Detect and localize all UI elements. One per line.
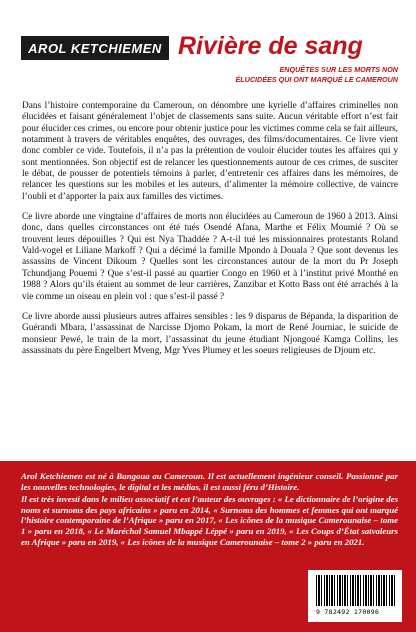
- isbn-barcode: [308, 570, 402, 622]
- summary-paragraph-3: Ce livre aborde aussi plusieurs autres affaires sensibles : les 9 disparus de Bépanda, la disparition de Guérandi Mbara, l’assassinat de Narcisse Djomo Pokam, la mort de René Journiac, le suicide de monsieur Pewé, le train de la mort, l’assassinat du jeune étudiant Njongoué Kamga Collins, les assassinats du père Engelbert Mveng, Mgr Yves Plumey et les soeurs religieuses de Djoum etc.: [22, 311, 398, 356]
- summary-paragraph-1: Dans l’histoire contemporaine du Cameroun, on dénombre une kyrielle d’affaires criminelles non élucidées et faisant généralement l’objet de classements sans suite. Aucun véritable effort n’est fait pour élucider ces crimes, ou encore pour obtenir justice pour les victimes comme cela se fait ailleurs, notamment à travers de véritables enquêtes, des ouvrages, des films/documentaires. Ce livre vient donc combler ce vide. Toutefois, il n’a pas la prétention de vouloir élucider toutes les affaires qui y sont mentionnées. Son objectif est de relancer les questionnements autour de ces crimes, de susciter le débat, de pousser de potentiels témoins à parler, d’entretenir ces affaires dans les mémoires, de relancer les questions sur les mobiles et les auteurs, d’alimenter la mémoire collective, de vaincre l’oubli et d’apporter la paix aux familles des victimes.: [22, 101, 398, 202]
- barcode-bars: [316, 575, 396, 606]
- author-name: AROL KETCHIEMEN: [28, 40, 162, 56]
- summary-paragraph-2: Ce livre aborde une vingtaine d’affaires de morts non élucidées au Cameroun de 1960 à 2013. Ainsi donc, dans quelles circonstances ont été tués Osendé Afana, Marthe et Félix Moumié ? Où se trouvent leurs dépouilles ? Qui est Nya Thaddée ? A-t-il tué les missionnaires protestants Roland Vald-vogel et Liliane Markoff ? Qui a décimé la famille Mpondo à Douala ? Que sont devenus les assassins de Vincent Dikoum ? Quelles sont les circonstances autour de la mort du Pr Joseph Tchundjang Pouemi ? Que s’est-il passé au quartier Congo en 1960 et à l’institut privé Monthé en 1988 ? Alors qu’ils étaient au sommet de leur carrières, Zanzibar et Kotto Bass ont été arrachés à la vie comme un oiseau en plein vol : que s’est-il passé ?: [22, 212, 398, 302]
- author-name-box: [21, 36, 169, 60]
- subtitle-line-2: ÉLUCIDÉES QUI ONT MARQUÉ LE CAMEROUN: [235, 75, 398, 84]
- back-cover-summary: [22, 101, 398, 366]
- bio-paragraph-2: Il est très investi dans le milieu associatif et est l’auteur des ouvrages : « Le dictionnaire de l’origine des noms et surnoms des pays africains » paru en 2014, « Surnoms des hommes et femmes qui ont marqué l’histoire contemporaine de l’Afrique » paru en 2017, « Les icônes de la musique Camerounaise – tome 1 » paru en 2018, « Le Maréchal Samuel Mbappé Léppé » paru en 2019, « Les Coups d’État satvaleurs en Afrique » paru en 2019, « Les icônes de la musique Camerounaise – tome 2 » paru en 2021.: [21, 494, 398, 547]
- barcode-digits: 9 782492 170096: [316, 608, 380, 616]
- book-title: Rivière de sang: [178, 32, 363, 60]
- subtitle-line-1: ENQUÊTES SUR LES MORTS NON: [279, 65, 398, 74]
- bio-paragraph-1: Arol Ketchiemen est né à Bangoua au Cameroun. Il est actuellement ingénieur conseil. Passionné par les nouvelles technologies, le digital et les médias, il est aussi féru d’Histoire.: [21, 471, 398, 492]
- book-subtitle: [138, 65, 398, 85]
